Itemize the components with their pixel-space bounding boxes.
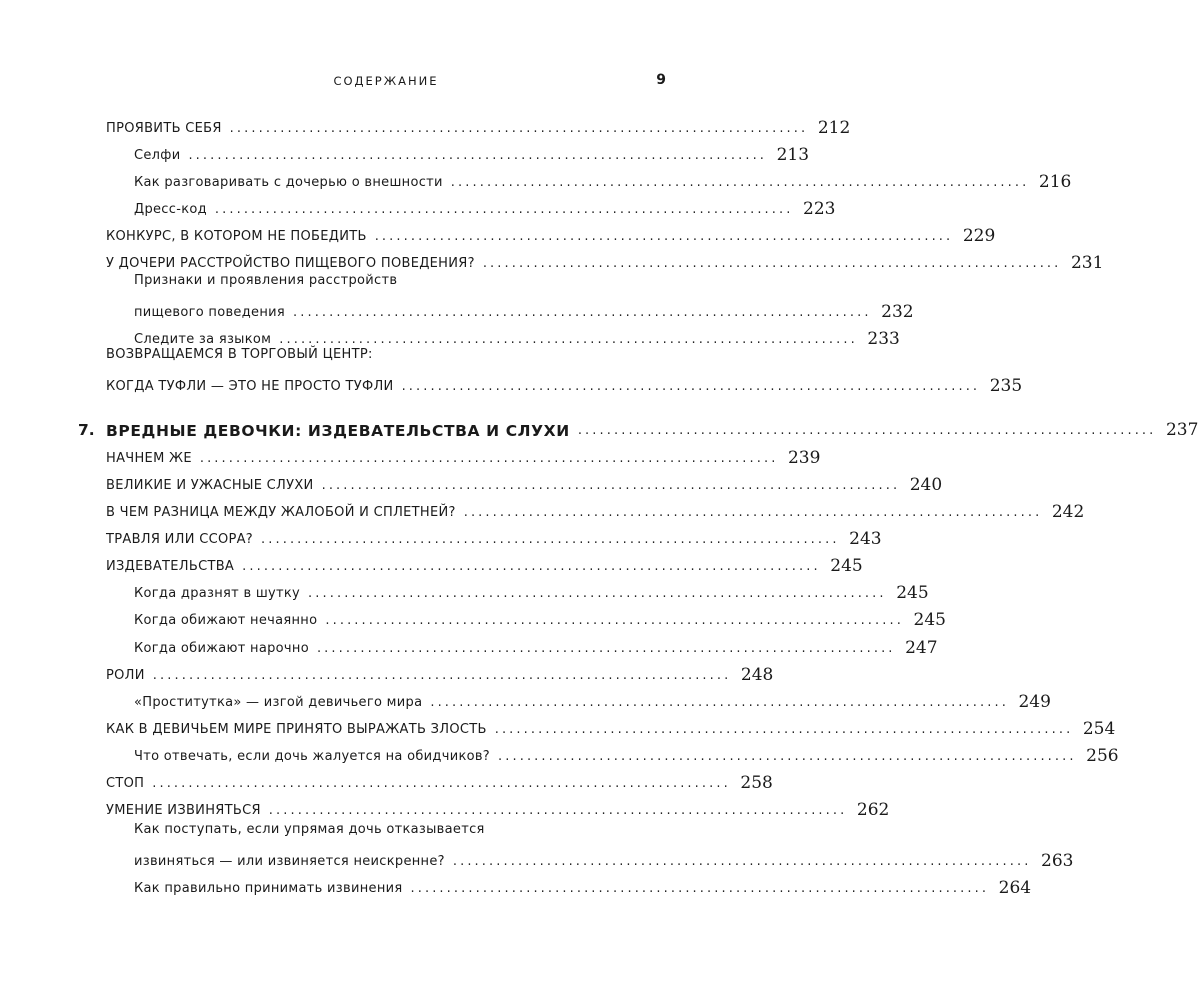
toc-entry-title: Когда обижают нарочно: [134, 641, 309, 656]
toc-page-number: 235: [989, 376, 1023, 396]
dot-leader: ................................................................................: [494, 722, 1074, 737]
toc-entry-title: Как разговаривать с дочерью о внешности: [134, 175, 443, 190]
dot-leader: ................................................................................: [279, 332, 858, 347]
dot-leader: ................................................................................: [321, 478, 901, 493]
page-header: [106, 72, 666, 92]
dot-leader: ................................................................................: [214, 202, 794, 217]
toc-entry[interactable]: [0, 550, 863, 576]
toc-page-number: 239: [787, 448, 821, 468]
toc-entry-title: НАЧНЕМ ЖЕ: [106, 451, 192, 466]
dot-leader: ................................................................................: [498, 749, 1077, 764]
toc-entry-title: ТРАВЛЯ ИЛИ ССОРА?: [106, 532, 254, 547]
toc-page-number: 240: [909, 475, 943, 495]
toc-entry[interactable]: [0, 193, 836, 219]
toc-entry[interactable]: [0, 632, 938, 658]
toc-entry-title: КОГДА ТУФЛИ — ЭТО НЕ ПРОСТО ТУФЛИ: [106, 379, 394, 394]
dot-leader: ................................................................................: [450, 175, 1030, 190]
toc-page-number: 245: [830, 556, 863, 576]
toc-page-number: 258: [740, 773, 773, 793]
toc-entry-title: УМЕНИЕ ИЗВИНЯТЬСЯ: [106, 803, 261, 818]
toc-entry[interactable]: [0, 139, 810, 165]
toc-entry[interactable]: [0, 469, 943, 495]
toc-entry-title-line1: ВОЗВРАЩАЕМСЯ В ТОРГОВЫЙ ЦЕНТР:: [106, 347, 373, 362]
toc-page-number: 262: [856, 800, 890, 820]
toc-page-number: 237: [1165, 420, 1198, 440]
toc-entry-title: Селфи: [134, 148, 181, 163]
toc-entry[interactable]: [0, 496, 1085, 522]
toc-entry-title: В ЧЕМ РАЗНИЦА МЕЖДУ ЖАЛОБОЙ И СПЛЕТНЕЙ?: [106, 505, 456, 520]
toc-entry[interactable]: [0, 686, 1051, 712]
dot-leader: ................................................................................: [316, 641, 896, 656]
dot-leader: ................................................................................: [293, 305, 872, 320]
toc-page-number: 213: [776, 145, 810, 165]
toc-entry[interactable]: [0, 872, 1032, 898]
dot-leader: ................................................................................: [482, 256, 1062, 271]
toc-entry[interactable]: [0, 166, 1072, 192]
dot-leader: ................................................................................: [152, 776, 731, 791]
toc-entry[interactable]: [0, 740, 1119, 766]
toc-entry[interactable]: [0, 523, 882, 549]
toc-entry[interactable]: [0, 794, 890, 820]
toc-entry-title: Когда обижают нечаянно: [134, 613, 318, 628]
toc-entry-title: Как правильно принимать извинения: [134, 881, 403, 896]
running-head: СОДЕРЖАНИЕ: [333, 74, 439, 88]
toc-entry-title: пищевого поведения: [134, 305, 285, 320]
dot-leader: ................................................................................: [325, 613, 904, 628]
toc-page-number: 212: [817, 118, 851, 138]
toc-page-number: 233: [867, 329, 900, 349]
dot-leader: ................................................................................: [374, 229, 954, 244]
chapter-number: 7.: [78, 421, 95, 439]
toc-entry[interactable]: [0, 604, 946, 630]
page-number: 9: [656, 72, 666, 88]
toc-entry[interactable]: [0, 442, 821, 468]
toc-page-number: 245: [896, 583, 929, 603]
toc-entry-title: ВЕЛИКИЕ И УЖАСНЫЕ СЛУХИ: [106, 478, 314, 493]
toc-entry-title: СТОП: [106, 776, 145, 791]
toc-chapter[interactable]: [0, 414, 1198, 440]
toc-entry[interactable]: [0, 659, 800, 685]
dot-leader: ................................................................................: [430, 695, 1009, 710]
toc-page-number: 243: [849, 529, 882, 549]
toc-page-number: 263: [1041, 851, 1074, 871]
toc-entry-title: «Проститутка» — изгой девичьего мира: [134, 695, 423, 710]
toc-entry[interactable]: [0, 347, 1023, 396]
toc-page-number: 232: [881, 302, 914, 322]
dot-leader: ................................................................................: [577, 423, 1157, 438]
toc-entry-title-line1: Признаки и проявления расстройств: [134, 273, 398, 288]
toc-entry-title: Что отвечать, если дочь жалуется на обидчиков?: [134, 749, 491, 764]
toc-entry-title: ПРОЯВИТЬ СЕБЯ: [106, 121, 222, 136]
toc-entry-title: ИЗДЕВАТЕЛЬСТВА: [106, 559, 235, 574]
toc-entry[interactable]: [0, 577, 929, 603]
dot-leader: ................................................................................: [199, 451, 779, 466]
toc-entry[interactable]: [0, 247, 1104, 273]
toc-entry[interactable]: [0, 822, 1074, 871]
dot-leader: ................................................................................: [261, 532, 840, 547]
toc-entry[interactable]: [0, 713, 1116, 739]
toc-page-number: 249: [1018, 692, 1051, 712]
dot-leader: ................................................................................: [308, 586, 887, 601]
toc-page-number: 245: [913, 610, 946, 630]
toc-page-number: 223: [803, 199, 836, 219]
toc-page-number: 247: [905, 638, 938, 658]
toc-entry-title: КОНКУРС, В КОТОРОМ НЕ ПОБЕДИТЬ: [106, 229, 367, 244]
dot-leader: ................................................................................: [152, 668, 732, 683]
dot-leader: ................................................................................: [229, 121, 809, 136]
dot-leader: ................................................................................: [188, 148, 768, 163]
toc-page-number: 256: [1086, 746, 1119, 766]
toc-entry-title: РОЛИ: [106, 668, 145, 683]
toc-entry-title: извиняться — или извиняется неискренне?: [134, 854, 445, 869]
toc-entry-title-line1: Как поступать, если упрямая дочь отказывается: [134, 822, 485, 837]
toc-entry-title: У ДОЧЕРИ РАССТРОЙСТВО ПИЩЕВОГО ПОВЕДЕНИЯ?: [106, 256, 475, 271]
toc-entry-title: КАК В ДЕВИЧЬЕМ МИРЕ ПРИНЯТО ВЫРАЖАТЬ ЗЛОСТЬ: [106, 722, 487, 737]
dot-leader: ................................................................................: [410, 881, 990, 896]
dot-leader: ................................................................................: [463, 505, 1043, 520]
dot-leader: ................................................................................: [242, 559, 821, 574]
toc-entry-title: Когда дразнят в шутку: [134, 586, 301, 601]
toc-page-number: 254: [1082, 719, 1116, 739]
toc-entry-title: ВРЕДНЫЕ ДЕВОЧКИ: ИЗДЕВАТЕЛЬСТВА И СЛУХИ: [106, 422, 570, 440]
toc-entry[interactable]: [0, 112, 851, 138]
dot-leader: ................................................................................: [452, 854, 1032, 869]
toc-entry[interactable]: [0, 767, 800, 793]
toc-entry[interactable]: [0, 273, 914, 322]
toc-page-number: 242: [1051, 502, 1085, 522]
toc-page-number: 248: [740, 665, 774, 685]
toc-entry[interactable]: [0, 220, 996, 246]
toc-page-number: 231: [1070, 253, 1104, 273]
toc-page-number: 229: [962, 226, 996, 246]
toc-entry-title: Дресс-код: [134, 202, 207, 217]
dot-leader: ................................................................................: [401, 379, 981, 394]
dot-leader: ................................................................................: [268, 803, 848, 818]
toc-page-number: 216: [1038, 172, 1072, 192]
toc-page-number: 264: [998, 878, 1032, 898]
toc-entry-title: Следите за языком: [134, 332, 272, 347]
